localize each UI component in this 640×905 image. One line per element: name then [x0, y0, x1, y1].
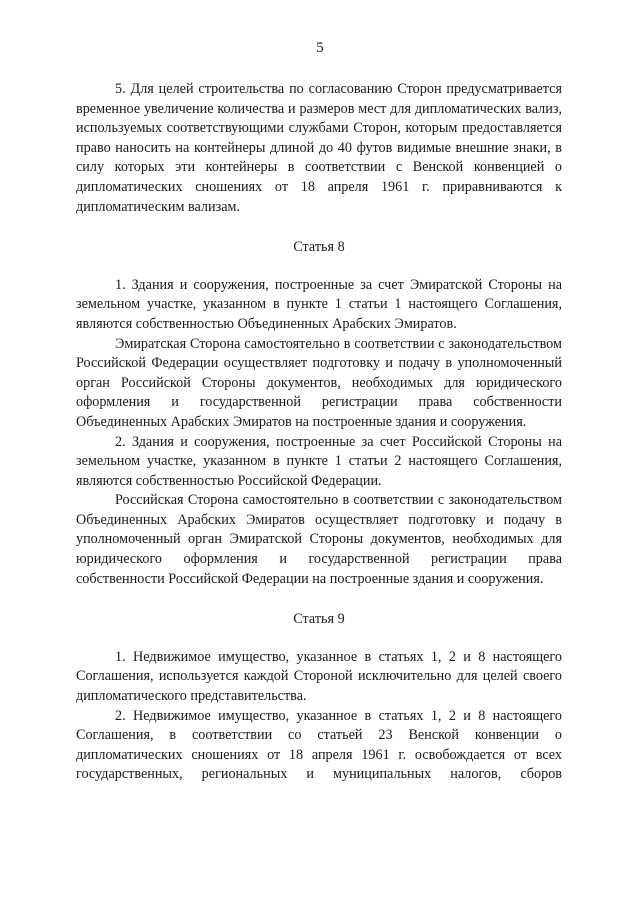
- paragraph-8-1-registration: Эмиратская Сторона самостоятельно в соответствии с законодательством Российской Федерации осуществляет подготовку и подачу в уполномоченный орган Российской Стороны документов, необходимых для юридического оформления и государственной регистрации права собственности Объединенных Арабских Эмиратов на построенные здания и сооружения.: [76, 335, 562, 430]
- paragraph-5-diplomatic-bags: 5. Для целей строительства по согласованию Сторон предусматривается временное увеличение количества и размеров мест для дипломатических вализ, используемых соответствующими службами Сторон, которым предоставляется право наносить на контейнеры длиной до 40 футов видимые внешние знаки, в силу которых эти контейнеры в соответствии с Венской конвенцией о дипломатических сношениях от 18 апреля 1961 г. приравниваются к дипломатическим вализам.: [76, 81, 562, 215]
- paragraph-8-2: 2. Здания и сооружения, построенные за счет Российской Стороны на земельном участке, указанном в пункте 1 статьи 2 настоящего Соглашения, являются собственностью Российской Федерации.: [76, 433, 562, 489]
- document-body: [76, 80, 562, 785]
- page-number: 5: [316, 40, 324, 56]
- paragraph-8-2-registration: Российская Сторона самостоятельно в соответствии с законодательством Объединенных Арабских Эмиратов осуществляет подготовку и подачу в уполномоченный орган Эмиратской Стороны документов, необходимых для юридического оформления и государственной регистрации права собственности Российской Федерации на построенные здания и сооружения.: [76, 492, 562, 587]
- paragraph-9-1: 1. Недвижимое имущество, указанное в статьях 1, 2 и 8 настоящего Соглашения, используется каждой Стороной исключительно для целей своего дипломатического представительства.: [76, 648, 562, 705]
- article-9-title: Статья 9: [293, 611, 345, 628]
- article-8-title: Статья 8: [293, 239, 345, 256]
- paragraph-8-1: 1. Здания и сооружения, построенные за счет Эмиратской Стороны на земельном участке, указанном в пункте 1 статьи 1 настоящего Соглашения, являются собственностью Объединенных Арабских Эмиратов.: [76, 276, 562, 332]
- paragraph-9-2: 2. Недвижимое имущество, указанное в статьях 1, 2 и 8 настоящего Соглашения, в соответствии со статьей 23 Венской конвенции о дипломатических сношениях от 18 апреля 1961 г. освобождается от всех государственных, региональных и муниципальных налогов, сборов: [76, 707, 562, 783]
